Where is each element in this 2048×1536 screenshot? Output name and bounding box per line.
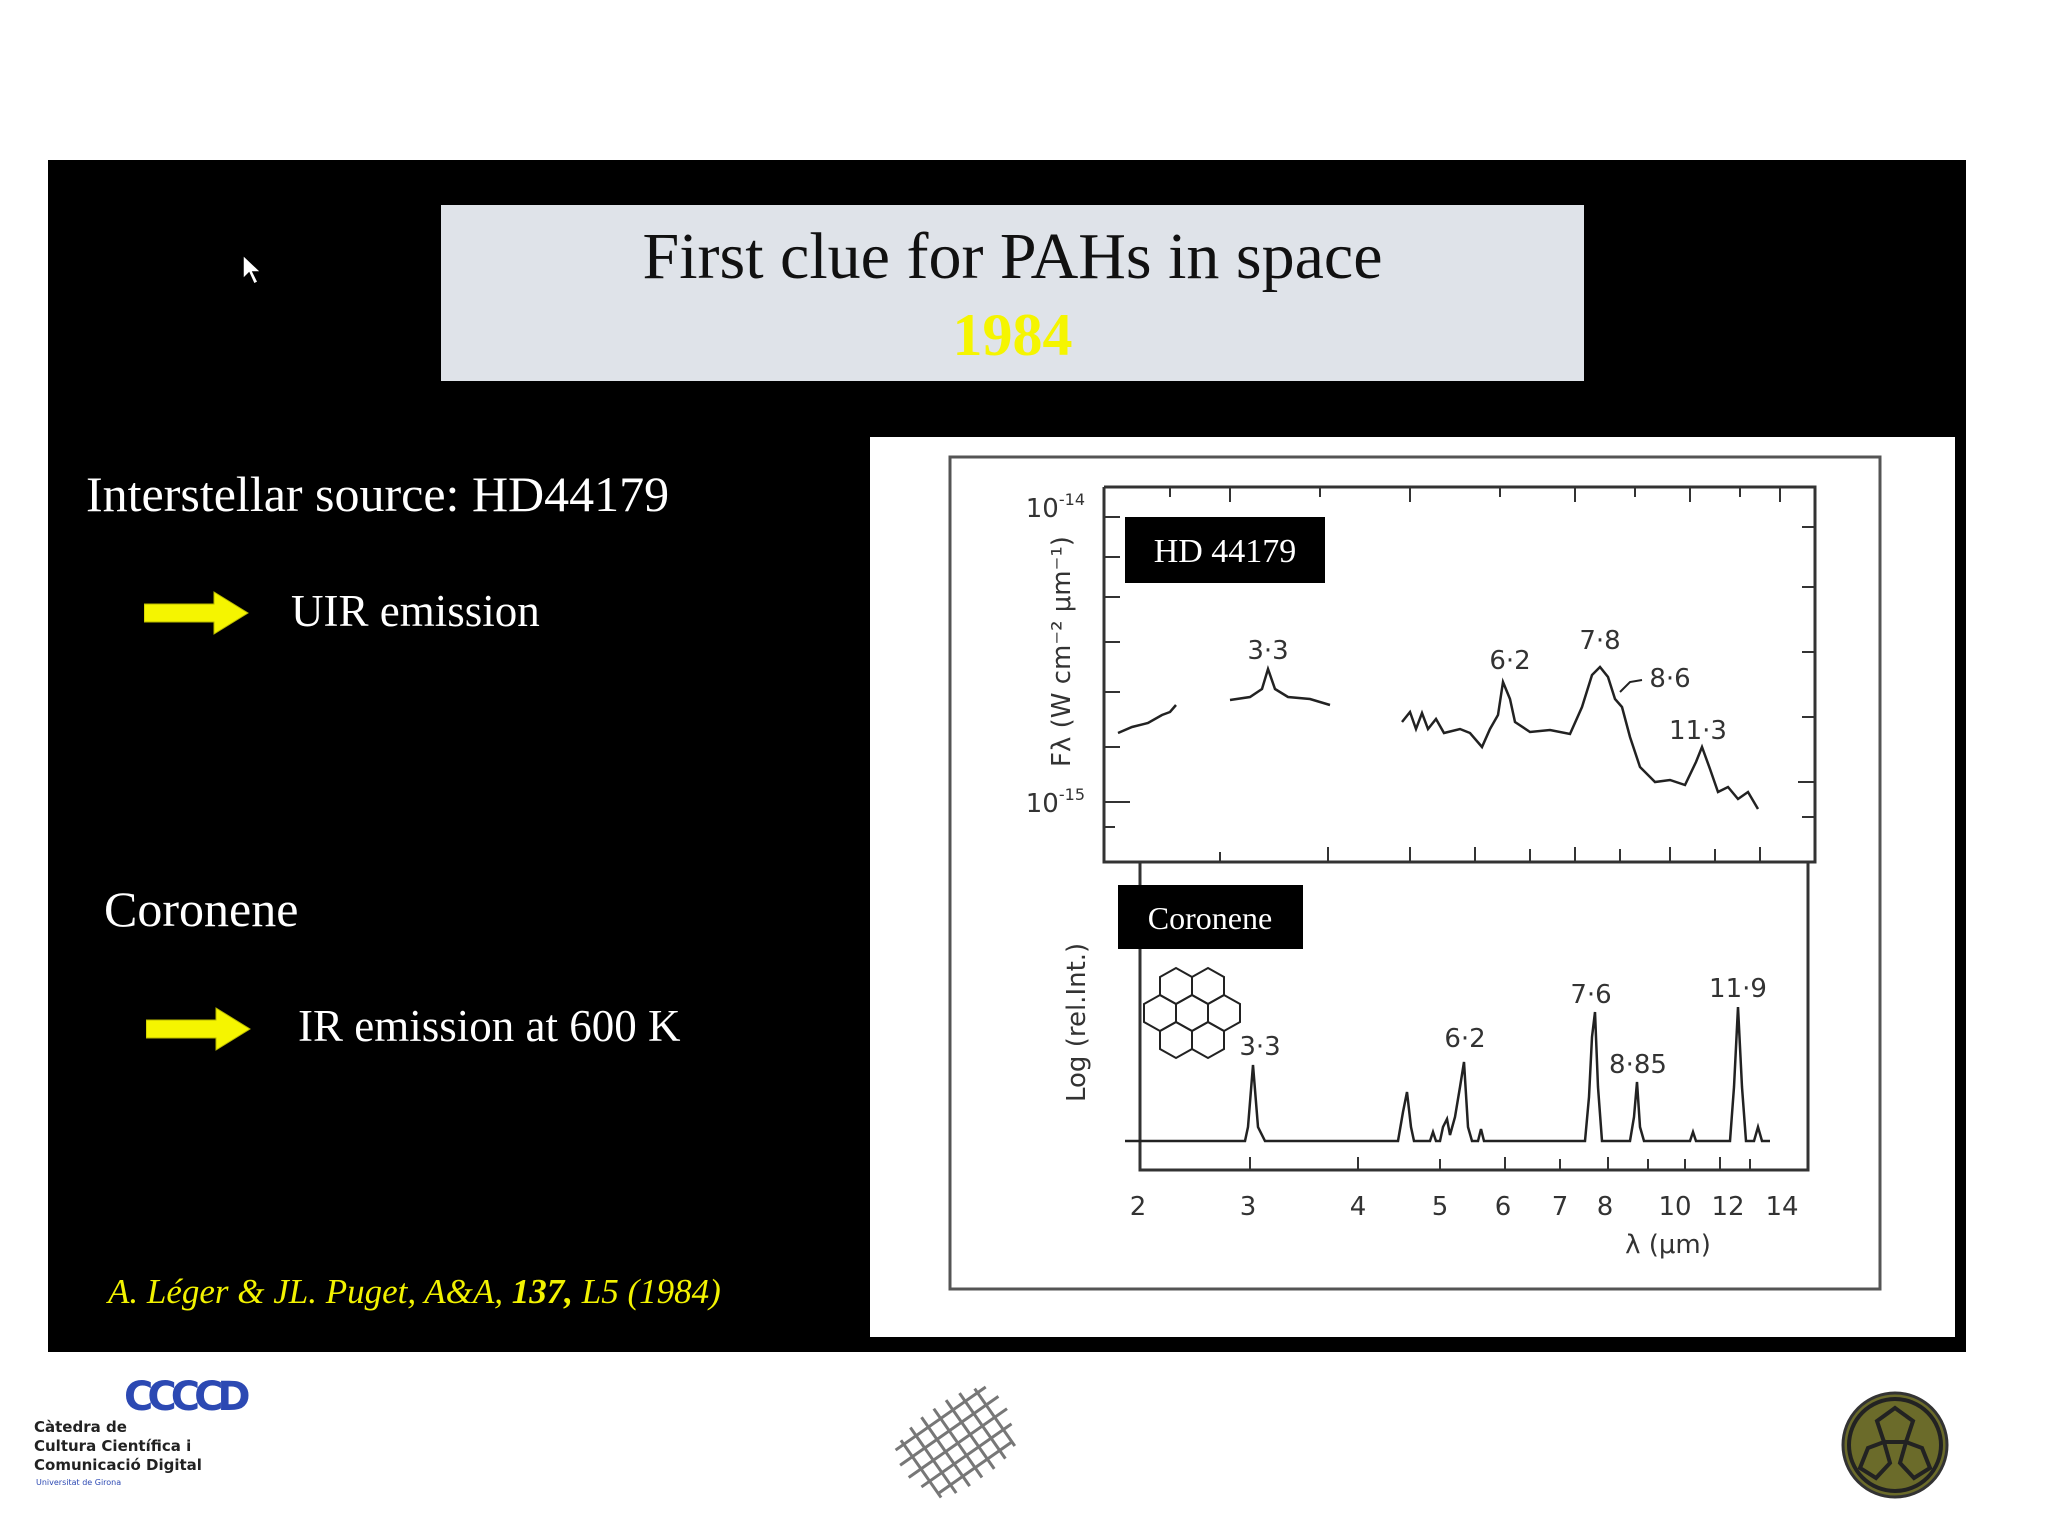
xtick-label: 10	[1658, 1192, 1692, 1222]
uir-label: UIR emission	[291, 586, 540, 636]
citation-volume: 137,	[511, 1272, 573, 1311]
coronene-molecule-icon	[1144, 968, 1240, 1058]
slide-title: First clue for PAHs in space	[642, 220, 1383, 293]
footer	[0, 1352, 2048, 1536]
plate-coronene-label: Coronene	[1147, 900, 1273, 936]
bottom-panel-ticks	[1250, 1157, 1750, 1170]
ir-label: IR emission at 600 K	[298, 1001, 681, 1051]
logo-line: Comunicació Digital	[34, 1456, 202, 1474]
series-hd44179-segment-2	[1230, 669, 1330, 705]
logo-line: Càtedra de	[34, 1418, 127, 1436]
bottom-ylabel: Log (rel.Int.)	[1062, 942, 1092, 1102]
slide-year: 1984	[952, 302, 1073, 368]
bottom-peak-label: 7·6	[1570, 980, 1612, 1010]
title-box	[441, 205, 1584, 381]
ytick-bottom: $10^{-15}$	[1025, 785, 1085, 819]
arrow-right-icon	[146, 1006, 252, 1052]
bottom-peak-label: 11·9	[1709, 974, 1767, 1004]
logo-line: Cultura Científica i	[34, 1437, 192, 1455]
graphene-sheet-icon	[880, 1374, 1030, 1504]
top-peak-label: 3·3	[1247, 636, 1289, 666]
xaxis-label: λ (μm)	[1625, 1230, 1711, 1260]
xtick-label: 14	[1765, 1192, 1799, 1222]
ytick-top: $10^{-14}$	[1025, 490, 1085, 524]
citation	[108, 1272, 721, 1312]
citation-rest: L5 (1984)	[581, 1272, 721, 1311]
arrow-right-icon	[144, 590, 250, 636]
xtick-label: 4	[1349, 1192, 1367, 1222]
xtick-label: 3	[1239, 1192, 1257, 1222]
xtick-label: 8	[1596, 1192, 1614, 1222]
bottom-peak-label: 6·2	[1444, 1024, 1486, 1054]
citation-authors: A. Léger & JL. Puget, A&A,	[108, 1272, 503, 1311]
top-peak-label: 6·2	[1489, 646, 1531, 676]
xtick-label: 7	[1551, 1192, 1569, 1222]
plate-hd44179-label: HD 44179	[1153, 533, 1297, 570]
xtick-label: 12	[1711, 1192, 1745, 1222]
top-peak-label: 7·8	[1579, 626, 1621, 656]
logo-text	[34, 1418, 274, 1475]
xtick-label: 6	[1494, 1192, 1512, 1222]
bottom-peak-label: 8·85	[1609, 1050, 1667, 1080]
coronene-heading: Coronene	[104, 881, 299, 937]
slide	[48, 160, 1966, 1352]
bottom-peak-label: 3·3	[1239, 1032, 1281, 1062]
spectrum-figure	[870, 437, 1955, 1337]
logo-university: Universitat de Girona	[36, 1478, 122, 1487]
fullerene-icon	[1838, 1388, 1953, 1503]
top-ylabel: Fλ (W cm⁻² μm⁻¹)	[1047, 536, 1077, 767]
top-peak-label: 8·6	[1649, 664, 1691, 694]
source-line: Interstellar source: HD44179	[86, 466, 670, 522]
mouse-cursor-icon	[242, 254, 264, 286]
spectrum-figure-svg	[870, 437, 1955, 1337]
series-hd44179-segment-1	[1118, 705, 1176, 733]
xtick-label: 5	[1431, 1192, 1449, 1222]
figure-frame	[950, 457, 1880, 1289]
logo-mark: CCCCD	[124, 1374, 245, 1420]
xtick-label: 2	[1129, 1192, 1147, 1222]
peak-8-6-leader	[1620, 680, 1642, 692]
top-peak-label: 11·3	[1669, 716, 1727, 746]
